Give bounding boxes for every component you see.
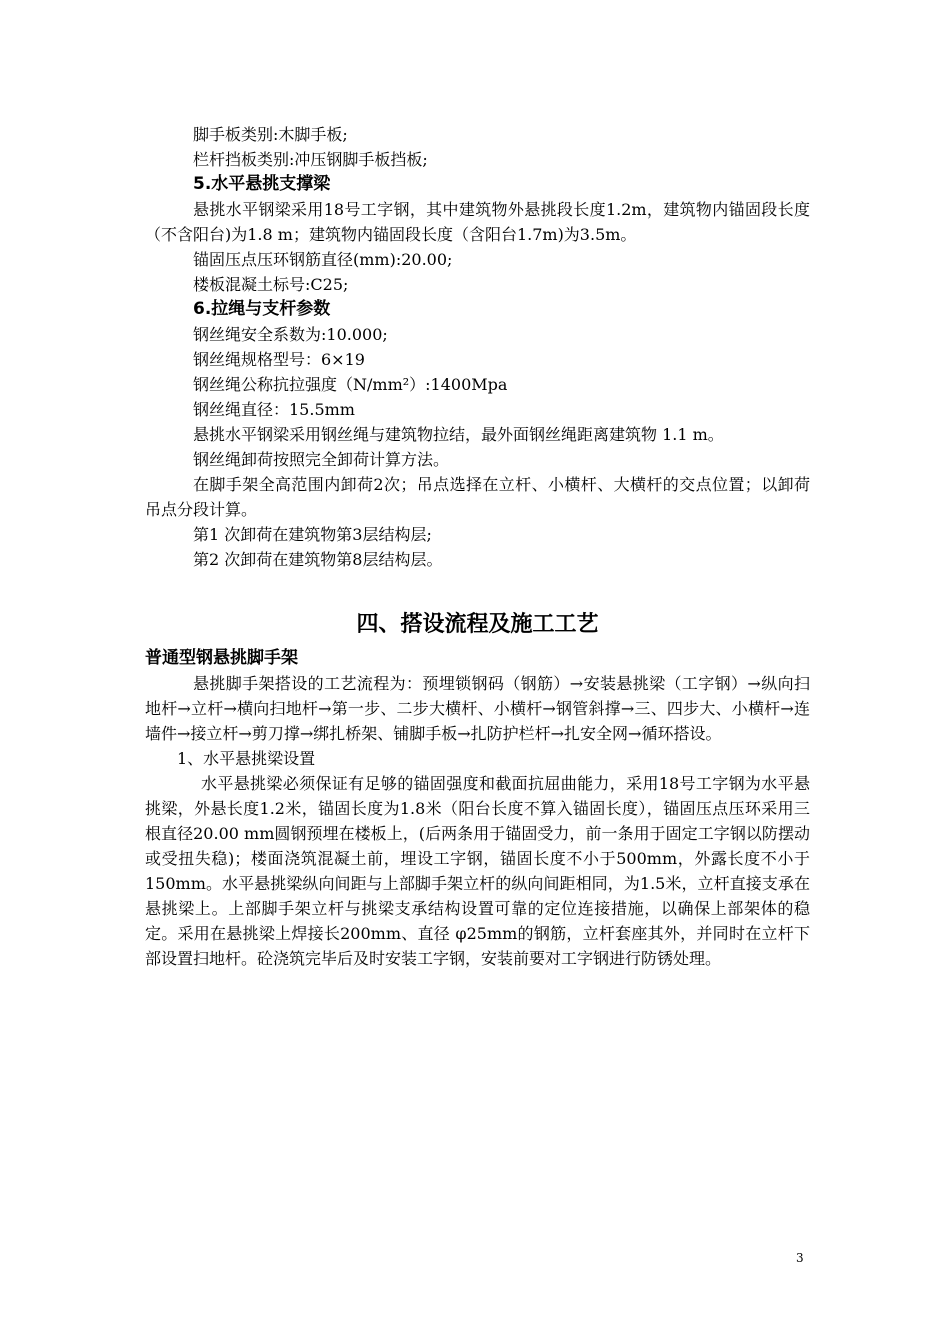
scaffold-board-type-line: 脚手板类别:木脚手板;: [193, 125, 348, 144]
section-6-heading: 6.拉绳与支杆参数: [193, 299, 331, 319]
first-unloading-line: 第1 次卸荷在建筑物第3层结构层;: [193, 525, 432, 544]
section-5-heading: 5.水平悬挑支撑梁: [193, 174, 331, 194]
scaffold-type-title: 普通型钢悬挑脚手架: [145, 648, 298, 668]
concrete-grade-line: 楼板混凝土标号:C25;: [193, 275, 349, 294]
wire-rope-distance-paragraph: 悬挑水平钢梁采用钢丝绳与建筑物拉结，最外面钢丝绳距离建筑物 1.1 m。: [193, 425, 724, 444]
unloading-times-paragraph: 在脚手架全高范围内卸荷2次；吊点选择在立杆、小横杆、大横杆的交点位置；以卸荷吊点分段计算。: [145, 475, 810, 519]
wire-rope-strength-line: 钢丝绳公称抗拉强度（N/mm²）:1400Mpa: [193, 375, 508, 394]
section-5-paragraph: 悬挑水平钢梁采用18号工字钢，其中建筑物外悬挑段长度1.2m，建筑物内锚固段长度（不含阳台)为1.8 m；建筑物内锚固段长度（含阳台1.7m)为3.5m。: [145, 200, 810, 244]
page-content: [145, 122, 810, 971]
process-flow-paragraph: 悬挑脚手架搭设的工艺流程为：预埋锁钢码（钢筋）→安装悬挑梁（工字钢）→纵向扫地杆→立杆→横向扫地杆→第一步、二步大横杆、小横杆→钢管斜撑→三、四步大、小横杆→连墙件→接立杆→剪刀撑→绑扎桥架、铺脚手板→扎防护栏杆→扎安全网→循环搭设。: [145, 674, 810, 743]
wire-rope-spec-line: 钢丝绳规格型号：6×19: [193, 350, 365, 369]
railing-board-type-line: 栏杆挡板类别:冲压钢脚手板挡板;: [193, 150, 428, 169]
cantilever-beam-paragraph: 水平悬挑梁必须保证有足够的锚固强度和截面抗屈曲能力，采用18号工字钢为水平悬挑梁，外悬长度1.2米，锚固长度为1.8米（阳台长度不算入锚固长度），锚固压点压环采用三根直径20.00 mm圆钢预埋在楼板上，(后两条用于锚固受力，前一条用于固定工字钢以防摆动或受扭失稳)；楼面浇筑混凝土前，埋设工字钢，锚固长度不小于500mm，外露长度不小于150mm。水平悬挑梁纵向间距与上部脚手架立杆的纵向间距相同，为1.5米，立杆直接支承在悬挑梁上。上部脚手架立杆与挑梁支承结构设置可靠的定位连接措施，以确保上部架体的稳定。采用在悬挑梁上焊接长200mm、直径 φ25mm的钢筋，立杆套座其外，并同时在立杆下部设置扫地杆。砼浇筑完毕后及时安装工字钢，安装前要对工字钢进行防锈处理。: [145, 774, 810, 968]
anchor-rebar-diameter-line: 锚固压点压环钢筋直径(mm):20.00;: [193, 250, 453, 269]
wire-rope-safety-factor-line: 钢丝绳安全系数为:10.000;: [193, 325, 388, 344]
wire-rope-diameter-line: 钢丝绳直径：15.5mm: [193, 400, 355, 419]
item-1-heading: 1、水平悬挑梁设置: [177, 749, 316, 768]
chapter-4-title: 四、搭设流程及施工工艺: [356, 612, 599, 637]
unloading-method-line: 钢丝绳卸荷按照完全卸荷计算方法。: [193, 450, 450, 469]
page-number: 3: [796, 1251, 804, 1265]
second-unloading-line: 第2 次卸荷在建筑物第8层结构层。: [193, 550, 443, 569]
